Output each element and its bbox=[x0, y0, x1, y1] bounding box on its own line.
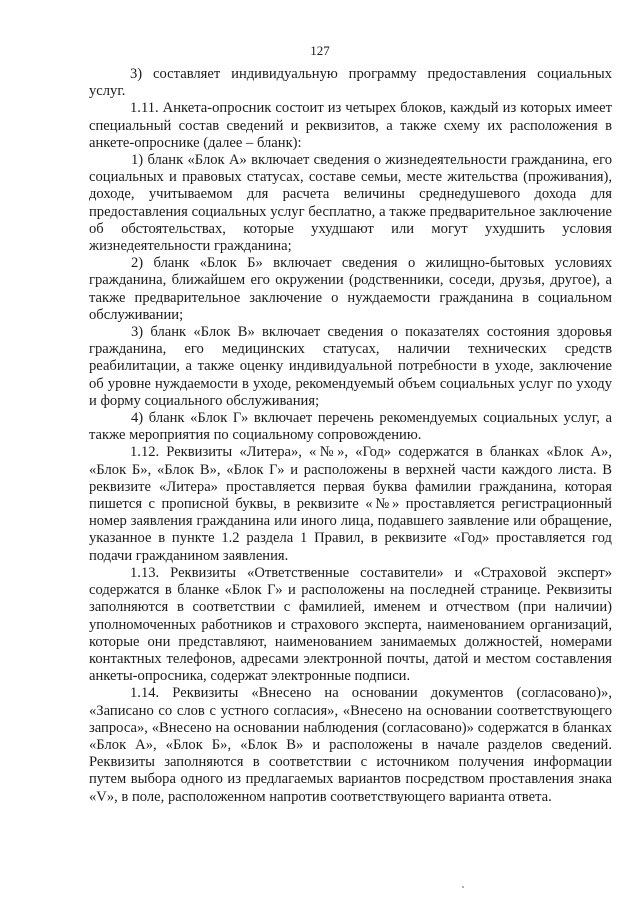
paragraph-1-12: 1.12. Реквизиты «Литера», «№», «Год» содержатся в бланках «Блок А», «Блок Б», «Блок В», «Блок Г» и расположены в верхней части каждого листа. В реквизите «Литера» проставляется первая буква фамилии гражданина, которая пишется с прописной буквы, в реквизите «№» проставляется регистрационный номер заявления гражданина или иного лица, подавшего заявление или обращение, указанное в пункте 1.2 раздела 1 Правил, в реквизите «Год» проставляется год подачи гражданином заявления. bbox=[89, 444, 612, 564]
body-text bbox=[89, 66, 612, 806]
paragraph-block-v: 3) бланк «Блок В» включает сведения о показателях состояния здоровья гражданина, его медицинских статусах, наличии технических средств реабилитации, а также оценку индивидуальной потребности в уходе, заключение об уровне нуждаемости в уходе, рекомендуемый объем социальных услуг по уходу и форму социального обслуживания; bbox=[89, 324, 612, 409]
paragraph-1-14: 1.14. Реквизиты «Внесено на основании документов (согласовано)», «Записано со слов с устного согласия», «Внесено на основании соответствующего запроса», «Внесено на основании наблюдения (согласовано)» содержатся в бланках «Блок А», «Блок Б», «Блок В» и расположены в начале разделов сведений. Реквизиты заполняются в соответствии с источником получения информации путем выбора одного из предлагаемых вариантов посредством проставления знака «V», в поле, расположенном напротив соответствующего варианта ответа. bbox=[89, 685, 612, 805]
paragraph-1-13: 1.13. Реквизиты «Ответственные составители» и «Страховой эксперт» содержатся в бланке «Блок Г» и расположены на последней странице. Реквизиты заполняются в соответствии с фамилией, именем и отчеством (при наличии) уполномоченных работников и страхового эксперта, наименованием организаций, которые они представляют, наименованием занимаемых должностей, номерами контактных телефонов, адресами электронной почты, датой и местом составления анкеты-опросника, содержат электронные подписи. bbox=[89, 564, 612, 685]
paragraph-item-3-program: 3) составляет индивидуальную программу предоставления социальных услуг. bbox=[89, 66, 612, 100]
paragraph-block-b: 2) бланк «Блок Б» включает сведения о жилищно-бытовых условиях гражданина, ближайшем его окружении (родственники, соседи, друзья, другое), а также предварительное заключение о нуждаемости гражданина в социальном обслуживании; bbox=[89, 255, 612, 323]
paragraph-block-a: 1) бланк «Блок А» включает сведения о жизнедеятельности гражданина, его социальных и правовых статусах, составе семьи, месте жительства (проживания), доходе, учитываемом для расчета величины среднедушевого дохода для предоставления социальных услуг бесплатно, а также предварительное заключение об обстоятельствах, которые ухудшают или могут ухудшить условия жизнедеятельности гражданина; bbox=[89, 152, 612, 255]
paragraph-block-g: 4) бланк «Блок Г» включает перечень рекомендуемых социальных услуг, а также мероприятия по социальному сопровождению. bbox=[89, 410, 612, 444]
page-number: 127 bbox=[310, 43, 330, 58]
scan-speck bbox=[462, 886, 464, 888]
paragraph-1-11: 1.11. Анкета-опросник состоит из четырех блоков, каждый из которых имеет специальный состав сведений и реквизитов, а также схему их расположения в анкете-опроснике (далее – бланк): bbox=[89, 100, 612, 151]
